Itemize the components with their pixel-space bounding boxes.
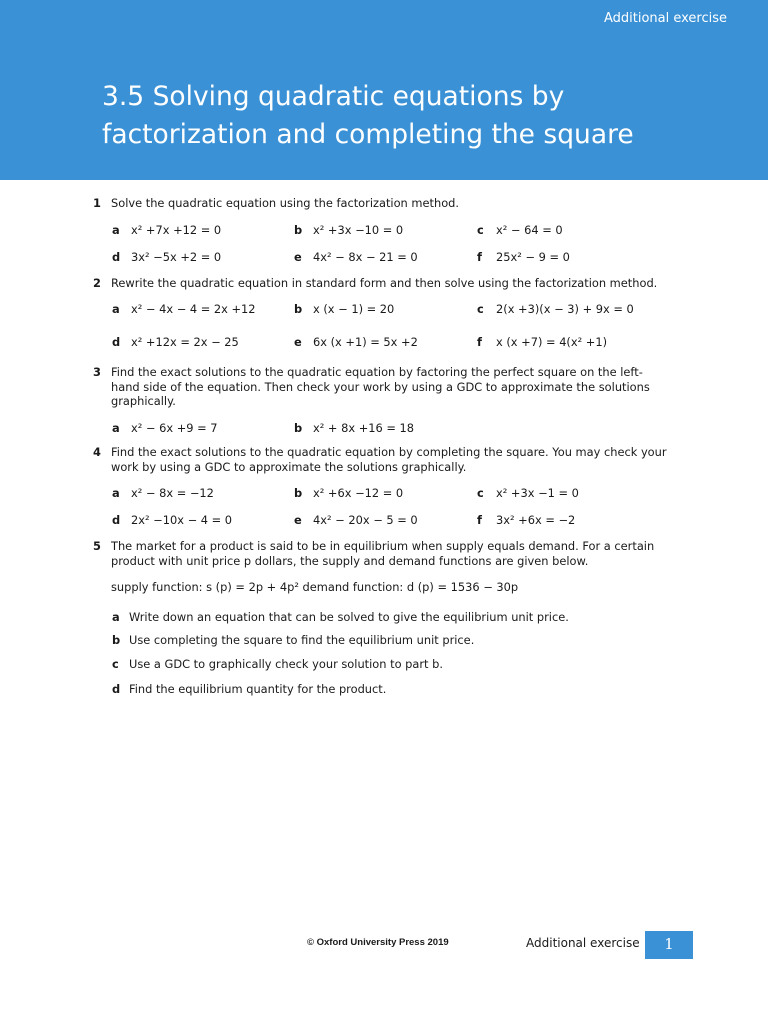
part-label: f bbox=[477, 335, 482, 349]
equation: 6x (x +1) = 5x +2 bbox=[313, 335, 418, 349]
footer-label: Additional exercise bbox=[526, 936, 640, 950]
question-text: Solve the quadratic equation using the factorization method. bbox=[111, 196, 460, 210]
part-label: c bbox=[477, 223, 484, 237]
part-label: e bbox=[294, 513, 302, 527]
equation: x² − 64 = 0 bbox=[496, 223, 563, 237]
part-label: b bbox=[294, 223, 303, 237]
equation: x² − 8x = −12 bbox=[131, 486, 214, 500]
copyright-notice: © Oxford University Press 2019 bbox=[307, 937, 449, 948]
question-text: Find the exact solutions to the quadratic equation by factoring the perfect square on the left-hand side of the equation. Then check your work by using a GDC to approximate the solutions graphically. bbox=[111, 365, 650, 408]
question-number: 5 bbox=[93, 539, 101, 553]
question-number: 2 bbox=[93, 276, 101, 290]
part-text: Use completing the square to find the equilibrium unit price. bbox=[129, 633, 475, 647]
question-5-part-d bbox=[112, 682, 386, 696]
part-label: b bbox=[294, 421, 303, 435]
part-label: a bbox=[112, 486, 120, 500]
part-label: e bbox=[294, 250, 302, 264]
question-number: 1 bbox=[93, 196, 101, 210]
equation: x² − 4x − 4 = 2x +12 bbox=[131, 302, 256, 316]
question-5-part-a bbox=[112, 610, 569, 624]
part-label: d bbox=[112, 513, 121, 527]
part-label: c bbox=[477, 302, 484, 316]
equation: 2x² −10x − 4 = 0 bbox=[131, 513, 233, 527]
part-label: b bbox=[112, 633, 121, 647]
part-label: a bbox=[112, 610, 120, 624]
equation: x (x − 1) = 20 bbox=[313, 302, 395, 316]
question-5-part-c bbox=[112, 657, 443, 671]
part-label: c bbox=[477, 486, 484, 500]
header-banner bbox=[0, 0, 768, 180]
page-title-line-2: factorization and completing the square bbox=[102, 119, 634, 150]
part-label: d bbox=[112, 682, 121, 696]
equation: 3x² −5x +2 = 0 bbox=[131, 250, 222, 264]
equation: x² +6x −12 = 0 bbox=[313, 486, 404, 500]
supply-demand-functions: supply function: s (p) = 2p + 4p² demand function: d (p) = 1536 − 30p bbox=[111, 580, 519, 594]
equation: x² + 8x +16 = 18 bbox=[313, 421, 415, 435]
part-label: f bbox=[477, 250, 482, 264]
equation: x² +3x −1 = 0 bbox=[496, 486, 579, 500]
equation: 4x² − 20x − 5 = 0 bbox=[313, 513, 418, 527]
page-title bbox=[102, 78, 634, 154]
page-title-line-1: 3.5 Solving quadratic equations by bbox=[102, 81, 565, 112]
part-label: f bbox=[477, 513, 482, 527]
part-label: b bbox=[294, 486, 303, 500]
part-label: b bbox=[294, 302, 303, 316]
question-5-part-b bbox=[112, 633, 474, 647]
part-text: Write down an equation that can be solved to give the equilibrium unit price. bbox=[129, 610, 569, 624]
part-label: c bbox=[112, 657, 119, 671]
question-text: Rewrite the quadratic equation in standard form and then solve using the factorization method. bbox=[111, 276, 658, 290]
equation: x² +7x +12 = 0 bbox=[131, 223, 222, 237]
question-text: Find the exact solutions to the quadratic equation by completing the square. You may check your work by using a GDC to approximate the solutions graphically. bbox=[111, 445, 667, 474]
part-label: d bbox=[112, 335, 121, 349]
question-1-row-2 bbox=[112, 250, 672, 266]
question-number: 3 bbox=[93, 365, 101, 379]
equation: x² +12x = 2x − 25 bbox=[131, 335, 239, 349]
equation: 2(x +3)(x − 3) + 9x = 0 bbox=[496, 302, 634, 316]
question-3-row-1 bbox=[112, 421, 672, 437]
equation: x² +3x −10 = 0 bbox=[313, 223, 404, 237]
equation: 25x² − 9 = 0 bbox=[496, 250, 570, 264]
equation: 3x² +6x = −2 bbox=[496, 513, 576, 527]
equation: x² − 6x +9 = 7 bbox=[131, 421, 218, 435]
question-2-row-1 bbox=[112, 302, 672, 318]
header-label: Additional exercise bbox=[603, 11, 727, 26]
equation: x (x +7) = 4(x² +1) bbox=[496, 335, 608, 349]
part-text: Use a GDC to graphically check your solution to part b. bbox=[129, 657, 443, 671]
part-label: e bbox=[294, 335, 302, 349]
question-number: 4 bbox=[93, 445, 101, 459]
part-label: d bbox=[112, 250, 121, 264]
part-label: a bbox=[112, 421, 120, 435]
question-4-row-2 bbox=[112, 513, 672, 529]
part-label: a bbox=[112, 223, 120, 237]
equation: 4x² − 8x − 21 = 0 bbox=[313, 250, 418, 264]
question-1-row-1 bbox=[112, 223, 672, 239]
page-number: 1 bbox=[645, 931, 693, 959]
question-2-row-2 bbox=[112, 335, 672, 351]
part-text: Find the equilibrium quantity for the product. bbox=[129, 682, 387, 696]
question-4-row-1 bbox=[112, 486, 672, 502]
part-label: a bbox=[112, 302, 120, 316]
question-text: The market for a product is said to be in equilibrium when supply equals demand. For a certain product with unit price p dollars, the supply and demand functions are given below. bbox=[111, 539, 655, 568]
